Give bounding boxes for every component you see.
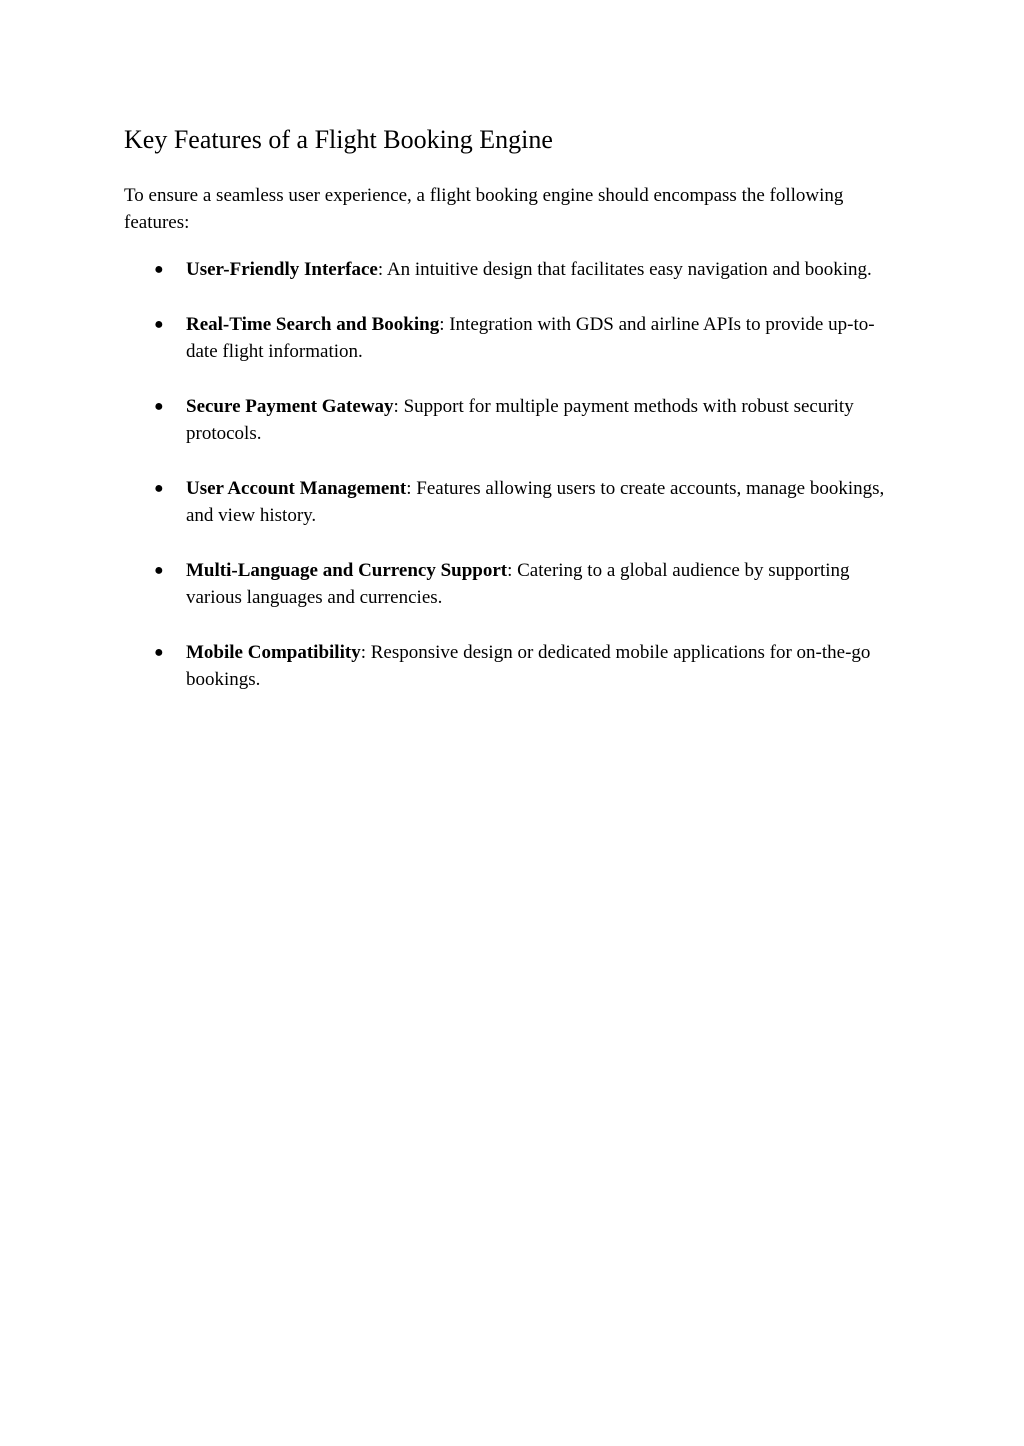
document-heading: Key Features of a Flight Booking Engine: [124, 125, 553, 154]
bullet-icon: ●: [154, 261, 164, 278]
feature-item-multi-language-currency: [124, 557, 894, 611]
bullet-icon: ●: [154, 398, 164, 415]
feature-item-real-time-search: [124, 311, 894, 365]
feature-description: : Responsive design or dedicated mobile applications for on-the-go bookings.: [186, 642, 871, 690]
intro-paragraph: To ensure a seamless user experience, a flight booking engine should encompass the following features:: [124, 185, 844, 233]
feature-list: [124, 256, 894, 693]
bullet-icon: ●: [154, 480, 164, 497]
bullet-icon: ●: [154, 644, 164, 661]
feature-item-user-account-management: [124, 475, 894, 529]
feature-description: : Features allowing users to create accounts, manage bookings, and view history.: [186, 478, 885, 526]
feature-description: : Integration with GDS and airline APIs to provide up-to-date flight information.: [186, 314, 875, 362]
feature-description: : An intuitive design that facilitates easy navigation and booking.: [377, 259, 872, 280]
bullet-icon: ●: [154, 316, 164, 333]
feature-item-mobile-compatibility: [124, 639, 894, 693]
feature-term: User-Friendly Interface: [186, 259, 378, 280]
feature-term: User Account Management: [186, 478, 407, 499]
bullet-icon: ●: [154, 562, 164, 579]
feature-term: Real-Time Search and Booking: [186, 314, 440, 335]
feature-description: : Support for multiple payment methods with robust security protocols.: [186, 396, 854, 444]
feature-term: Multi-Language and Currency Support: [186, 560, 508, 581]
feature-item-user-friendly-interface: [124, 256, 894, 283]
feature-term: Mobile Compatibility: [186, 642, 361, 663]
feature-item-secure-payment-gateway: [124, 393, 894, 447]
feature-term: Secure Payment Gateway: [186, 396, 394, 417]
feature-description: : Catering to a global audience by supporting various languages and currencies.: [186, 560, 850, 608]
document-page: [124, 120, 894, 721]
